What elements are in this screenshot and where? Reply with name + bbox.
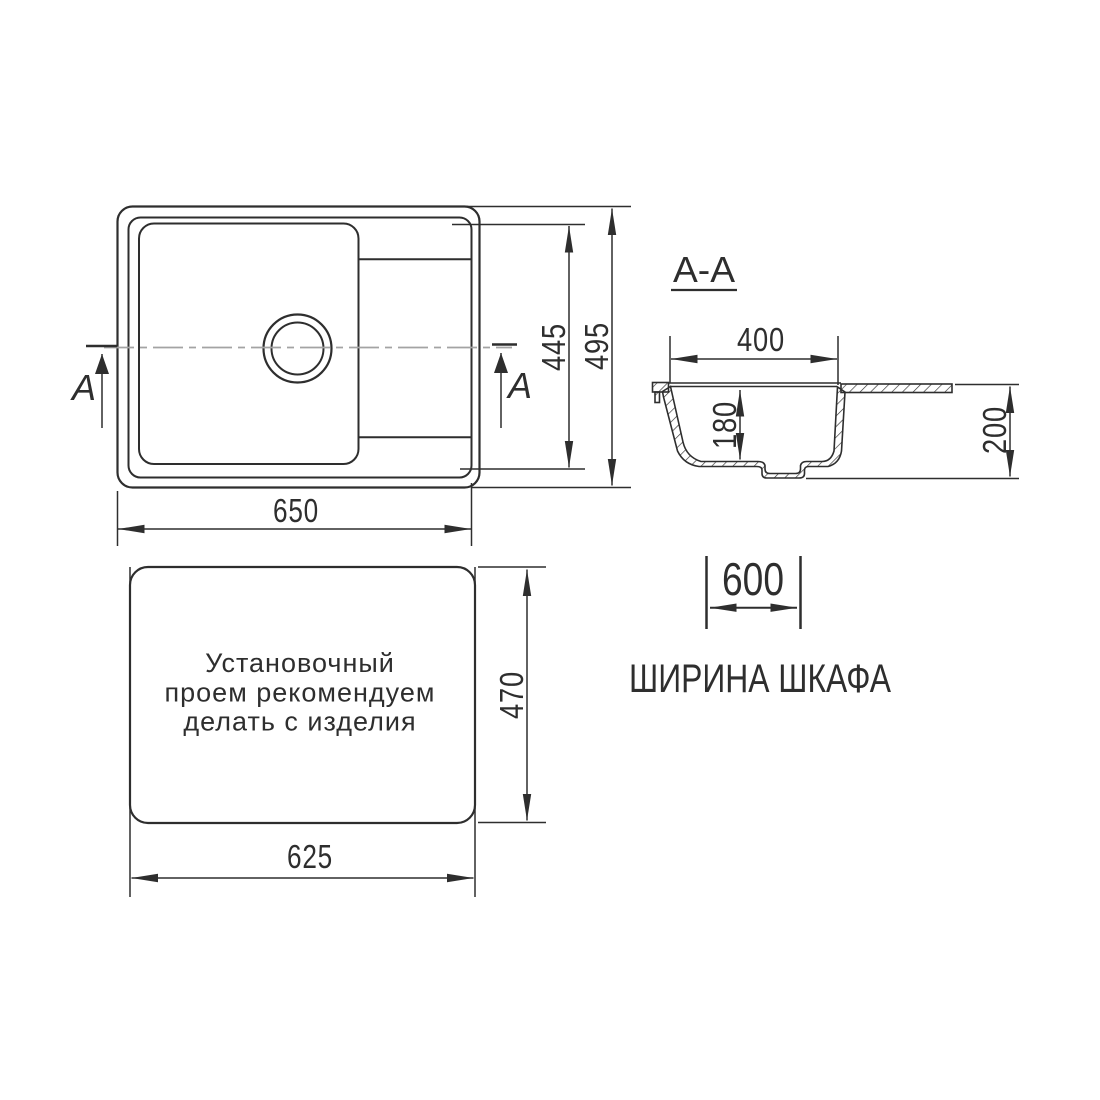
dimension-445-label: 445 — [535, 312, 572, 371]
cutout-view — [130, 567, 546, 897]
sink-bowl-outline — [139, 224, 359, 465]
dimension-470-label: 470 — [493, 660, 530, 719]
cabinet-width-note — [629, 553, 891, 701]
dimension-400 — [670, 321, 838, 385]
section-view-a-a — [653, 249, 1020, 479]
cutout-note-line2: проем рекомендуем — [164, 677, 436, 708]
section-letter-right: A — [507, 365, 533, 406]
dimension-625 — [132, 838, 474, 878]
dimension-470 — [478, 567, 546, 823]
dimension-180 — [706, 390, 743, 460]
section-letter-left: A — [71, 367, 97, 408]
drain-hole-outer — [264, 315, 332, 383]
section-cut-right — [492, 345, 532, 429]
section-title: A-A — [673, 249, 735, 290]
dimension-180-label: 180 — [706, 390, 743, 449]
dimension-650 — [118, 483, 472, 546]
sink-top-view — [70, 207, 631, 547]
cabinet-width-value: 600 — [722, 553, 784, 605]
cabinet-width-caption: ШИРИНА ШКАФА — [629, 657, 892, 701]
dimension-200-label: 200 — [976, 395, 1013, 454]
section-cut-left — [70, 346, 117, 428]
cutout-note-line1: Установочный — [205, 648, 395, 678]
cutout-note-line3: делать с изделия — [183, 706, 417, 737]
bowl-wall-section — [663, 387, 846, 479]
dimension-495-label: 495 — [578, 311, 615, 370]
drainboard-section-strip — [841, 384, 952, 393]
flange-left-lip — [655, 392, 660, 403]
drain-hole-inner — [272, 323, 324, 375]
dimension-650-label: 650 — [273, 492, 319, 529]
dimension-400-label: 400 — [737, 321, 785, 358]
dimension-625-label: 625 — [287, 838, 333, 875]
